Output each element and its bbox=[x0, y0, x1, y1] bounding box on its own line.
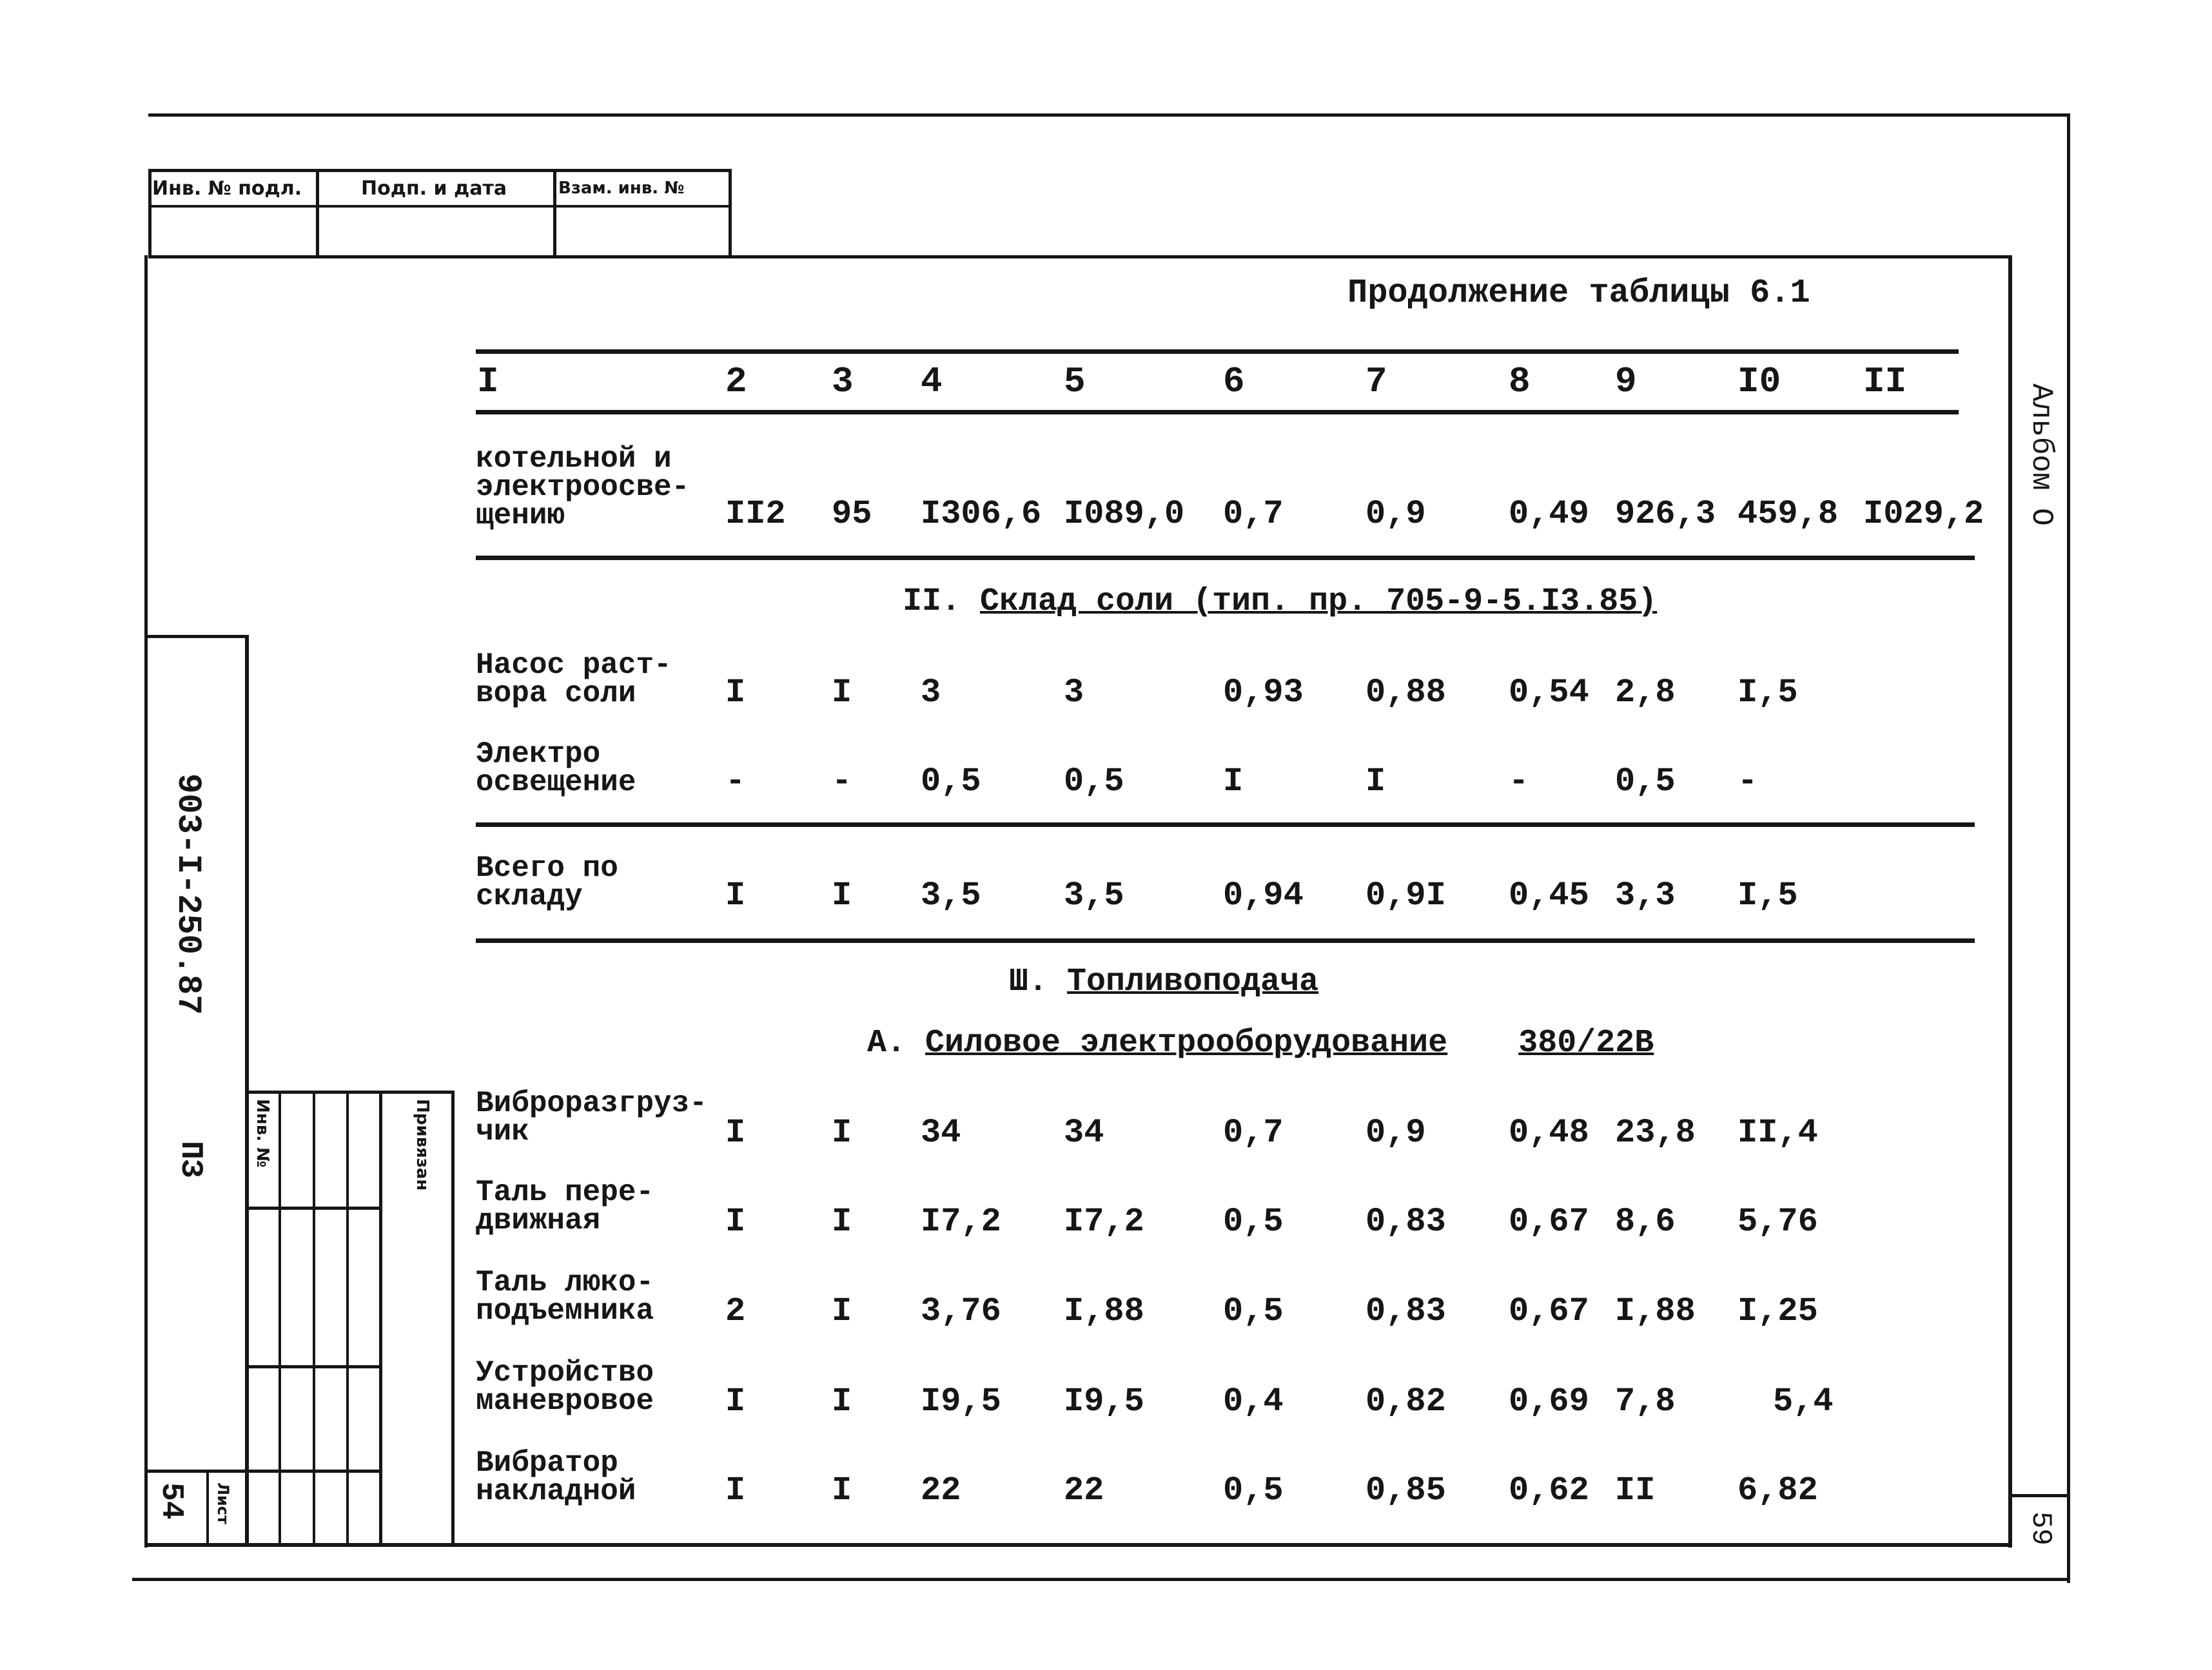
cell: 0,94 bbox=[1223, 877, 1304, 915]
cell: 3,3 bbox=[1615, 877, 1676, 915]
cell: 0,9I bbox=[1365, 877, 1446, 915]
cell: 3 bbox=[921, 674, 941, 712]
section3-sub-title: Силовое электрооборудование bbox=[925, 1025, 1448, 1062]
cell: 0,45 bbox=[1509, 877, 1589, 915]
cell: 0,93 bbox=[1223, 674, 1304, 712]
stamp-replace-label: Взам. инв. № bbox=[558, 179, 685, 198]
album-label: Альбом О bbox=[2024, 384, 2058, 526]
cell: 0,4 bbox=[1223, 1383, 1284, 1421]
cell: 3 bbox=[1064, 674, 1084, 712]
cell: 0,5 bbox=[921, 762, 981, 801]
side-sheet-line bbox=[144, 1470, 248, 1473]
cell: 0,62 bbox=[1509, 1471, 1589, 1510]
col-header-3: 3 bbox=[832, 361, 854, 402]
cell: 0,69 bbox=[1509, 1383, 1589, 1421]
grid-col-4 bbox=[379, 1091, 382, 1545]
cell: 23,8 bbox=[1615, 1114, 1696, 1152]
cell: 0,83 bbox=[1365, 1203, 1446, 1241]
stamp-div2 bbox=[553, 169, 556, 255]
cell: 926,3 bbox=[1615, 495, 1716, 533]
side-sheet-number: 54 bbox=[153, 1482, 188, 1520]
col-header-7: 7 bbox=[1365, 361, 1387, 402]
col-header-11: II bbox=[1863, 361, 1907, 402]
cell: I089,0 bbox=[1064, 495, 1185, 533]
row-name: Устройство маневровое bbox=[476, 1356, 654, 1418]
cell: 0,9 bbox=[1365, 495, 1426, 533]
main-frame-left bbox=[144, 255, 148, 1548]
side-doc-part: ПЗ bbox=[173, 1141, 208, 1178]
cell: 34 bbox=[1064, 1114, 1104, 1152]
col-header-5: 5 bbox=[1064, 361, 1086, 402]
section3-subheading bbox=[867, 1025, 1654, 1062]
rule-header-top bbox=[476, 349, 1959, 354]
cell: 0,9 bbox=[1365, 1114, 1426, 1152]
cell: I306,6 bbox=[921, 495, 1042, 533]
cell: 0,67 bbox=[1509, 1203, 1589, 1241]
right-outer-line bbox=[2067, 113, 2070, 1583]
grid-col-5 bbox=[451, 1091, 455, 1545]
cell: I bbox=[832, 1383, 852, 1421]
cell: - bbox=[1737, 762, 1758, 801]
cell: 6,82 bbox=[1737, 1471, 1818, 1510]
col-header-10: I0 bbox=[1737, 361, 1781, 402]
col-header-1: I bbox=[477, 361, 499, 402]
section3-sub-voltage: 380/22В bbox=[1518, 1025, 1654, 1062]
cell: 0,5 bbox=[1223, 1471, 1284, 1510]
cell: I bbox=[725, 877, 746, 915]
section2-title: Склад соли (тип. пр. 705-9-5.I3.85) bbox=[980, 583, 1658, 620]
cell: 22 bbox=[1064, 1471, 1104, 1510]
cell: I bbox=[725, 1114, 746, 1152]
cell: 0,54 bbox=[1509, 674, 1589, 712]
cell: II bbox=[1615, 1471, 1656, 1510]
row-name: Всего по складу bbox=[476, 851, 618, 913]
grid-col-2 bbox=[313, 1091, 315, 1545]
main-frame-right bbox=[2008, 255, 2012, 1548]
grid-col-3 bbox=[346, 1091, 349, 1545]
col-header-2: 2 bbox=[725, 361, 747, 402]
rule-before-total bbox=[476, 822, 1975, 827]
cell: 0,49 bbox=[1509, 495, 1589, 533]
cell: - bbox=[1509, 762, 1529, 801]
row-name: котельной и электроосве- щению bbox=[476, 442, 690, 532]
row-name: Виброразгруз- чик bbox=[476, 1087, 707, 1149]
cell: 0,5 bbox=[1615, 762, 1676, 801]
side-binding-label: Привязан bbox=[413, 1099, 432, 1191]
side-inv-label: Инв. № bbox=[253, 1099, 272, 1168]
section3-heading bbox=[1009, 964, 1318, 1000]
stamp-sign-label: Подп. и дата bbox=[361, 177, 507, 200]
cell: 0,67 bbox=[1509, 1292, 1589, 1330]
stamp-right-line bbox=[729, 169, 732, 255]
stamp-inv-label: Инв. № подл. bbox=[152, 177, 302, 200]
cell: I,88 bbox=[1615, 1292, 1696, 1330]
page-number-separator bbox=[2008, 1494, 2070, 1497]
cell: I bbox=[832, 1471, 852, 1510]
cell: I bbox=[1223, 762, 1244, 801]
cell: - bbox=[832, 762, 852, 801]
grid-col-1 bbox=[279, 1091, 281, 1545]
cell: 0,5 bbox=[1223, 1203, 1284, 1241]
cell: I9,5 bbox=[921, 1383, 1001, 1421]
cell: I bbox=[832, 1292, 852, 1330]
cell: I,5 bbox=[1737, 877, 1798, 915]
cell: - bbox=[725, 762, 746, 801]
cell: I bbox=[725, 1471, 746, 1510]
cell: I bbox=[832, 674, 852, 712]
stamp-top-line bbox=[148, 169, 732, 172]
cell: 459,8 bbox=[1737, 495, 1839, 533]
section2-num: II. bbox=[903, 583, 961, 620]
col-header-9: 9 bbox=[1615, 361, 1637, 402]
cell: II2 bbox=[725, 495, 786, 533]
cell: I9,5 bbox=[1064, 1383, 1144, 1421]
cell: 0,5 bbox=[1064, 762, 1124, 801]
stamp-left-line bbox=[148, 169, 152, 255]
col-header-4: 4 bbox=[921, 361, 943, 402]
cell: 0,88 bbox=[1365, 674, 1446, 712]
cell: I7,2 bbox=[921, 1203, 1001, 1241]
cell: I bbox=[725, 1203, 746, 1241]
side-top bbox=[144, 635, 249, 638]
main-frame-top bbox=[148, 255, 2011, 258]
stamp-mid-line bbox=[148, 205, 732, 208]
table-caption: Продолжение таблицы 6.1 bbox=[1347, 274, 1810, 312]
cell: 22 bbox=[921, 1471, 961, 1510]
cell: I bbox=[725, 674, 746, 712]
page-number: 59 bbox=[2024, 1511, 2057, 1546]
cell: 0,82 bbox=[1365, 1383, 1446, 1421]
col-header-8: 8 bbox=[1509, 361, 1531, 402]
cell: 0,5 bbox=[1223, 1292, 1284, 1330]
row-name: Насос раст- вора соли bbox=[476, 648, 672, 710]
top-outer-line bbox=[148, 113, 2070, 117]
row-name: Таль люко- подъемника bbox=[476, 1266, 654, 1328]
side-doc-code: 903-I-250.87 bbox=[169, 773, 207, 1015]
cell: I,88 bbox=[1064, 1292, 1144, 1330]
grid-top bbox=[245, 1091, 455, 1094]
section3-num: Ш. bbox=[1009, 964, 1048, 1000]
cell: 8,6 bbox=[1615, 1203, 1676, 1241]
cell: I,25 bbox=[1737, 1292, 1818, 1330]
section3-sub-num: А. bbox=[867, 1025, 906, 1062]
cell: 0,85 bbox=[1365, 1471, 1446, 1510]
cell: 3,5 bbox=[1064, 877, 1124, 915]
cell: 95 bbox=[832, 495, 872, 533]
row-name: Вибратор накладной bbox=[476, 1446, 636, 1508]
side-sheet-div bbox=[206, 1470, 209, 1546]
main-frame-bottom bbox=[144, 1543, 2012, 1547]
cell: I bbox=[1365, 762, 1386, 801]
cell: 5,4 bbox=[1773, 1383, 1834, 1421]
side-sheet-label: Лист bbox=[214, 1482, 232, 1524]
rule-header-bottom bbox=[476, 410, 1959, 414]
section2-heading bbox=[903, 583, 1657, 620]
rule-after-total bbox=[476, 938, 1975, 943]
cell: 2,8 bbox=[1615, 674, 1676, 712]
cell: I029,2 bbox=[1863, 495, 1984, 533]
col-header-6: 6 bbox=[1223, 361, 1245, 402]
cell: 0,48 bbox=[1509, 1114, 1589, 1152]
cell: 7,8 bbox=[1615, 1383, 1676, 1421]
cell: 0,7 bbox=[1223, 1114, 1284, 1152]
cell: 0,7 bbox=[1223, 495, 1284, 533]
cell: I bbox=[832, 877, 852, 915]
cell: I bbox=[832, 1114, 852, 1152]
cell: II,4 bbox=[1737, 1114, 1818, 1152]
rule-after-first-row bbox=[476, 556, 1975, 560]
cell: 2 bbox=[725, 1292, 746, 1330]
cell: 3,5 bbox=[921, 877, 981, 915]
cell: I bbox=[832, 1203, 852, 1241]
cell: I,5 bbox=[1737, 674, 1798, 712]
cell: 0,83 bbox=[1365, 1292, 1446, 1330]
row-name: Электро освещение bbox=[476, 737, 636, 799]
bottom-outer-line bbox=[132, 1578, 2070, 1581]
row-name: Таль пере- движная bbox=[476, 1176, 654, 1238]
cell: 3,76 bbox=[921, 1292, 1001, 1330]
section3-title: Топливоподача bbox=[1067, 964, 1319, 1000]
cell: I bbox=[725, 1383, 746, 1421]
cell: 5,76 bbox=[1737, 1203, 1818, 1241]
cell: 34 bbox=[921, 1114, 961, 1152]
stamp-div1 bbox=[316, 169, 319, 255]
cell: I7,2 bbox=[1064, 1203, 1144, 1241]
